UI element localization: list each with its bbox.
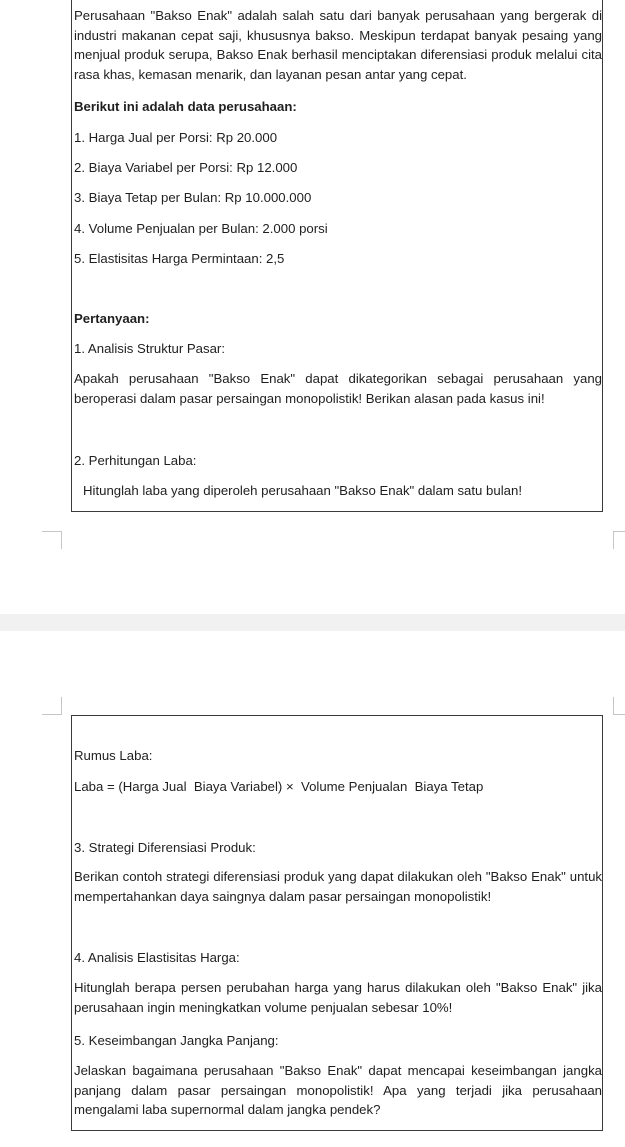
page-margin-corner-top-left [42,531,62,549]
question-1-title: 1. Analisis Struktur Pasar: [74,341,225,356]
question-3-body: Berikan contoh strategi diferensiasi produk yang dapat dilakukan oleh "Bakso Enak" untuk mempertahankan daya saingnya dalam pasar persaingan monopolistik! [74,869,602,904]
data-item-sales-volume: 4. Volume Penjualan per Bulan: 2.000 porsi [74,221,328,236]
data-item-price-elasticity: 5. Elastisitas Harga Permintaan: 2,5 [74,251,285,266]
question-4-title: 4. Analisis Elastisitas Harga: [74,950,240,965]
questions-heading: Pertanyaan: [74,311,150,326]
question-2-title: 2. Perhitungan Laba: [74,453,197,468]
profit-formula: Laba = (Harga Jual Biaya Variabel) × Volume Penjualan Biaya Tetap [74,779,484,794]
intro-paragraph: Perusahaan "Bakso Enak" adalah salah satu dari banyak perusahaan yang bergerak di industri makanan cepat saji, khususnya bakso. Meskipun terdapat banyak pesaing yang menjual produk serupa, Bakso Enak berhasil menciptakan diferensiasi produk melalui cita rasa khas, kemasan menarik, dan layanan pesan antar yang cepat. [74,8,602,82]
question-3-title: 3. Strategi Diferensiasi Produk: [74,840,256,855]
data-item-fixed-cost: 3. Biaya Tetap per Bulan: Rp 10.000.000 [74,190,312,205]
question-5-body: Jelaskan bagaimana perusahaan "Bakso Enak" dapat mencapai keseimbangan jangka panjang dalam pasar persaingan monopolistik! Apa yang terjadi jika perusahaan mengalami laba supernormal dalam jangka pendek? [74,1063,602,1117]
data-heading: Berikut ini adalah data perusahaan: [74,99,297,114]
questions-continued-box [71,715,603,1131]
question-1-body: Apakah perusahaan "Bakso Enak" dapat dikategorikan sebagai perusahaan yang beroperasi dalam pasar persaingan monopolistik! Berikan alasan pada kasus ini! [74,371,602,406]
page-margin-corner-bottom-right [613,697,625,715]
page-margin-corner-bottom-left [42,697,62,715]
data-item-selling-price: 1. Harga Jual per Porsi: Rp 20.000 [74,130,278,145]
formula-heading: Rumus Laba: [74,748,153,763]
question-2-body: Hitunglah laba yang diperoleh perusahaan "Bakso Enak" dalam satu bulan! [83,483,522,498]
page-break-gap [0,614,625,631]
data-item-variable-cost: 2. Biaya Variabel per Porsi: Rp 12.000 [74,160,298,175]
question-4-body: Hitunglah berapa persen perubahan harga yang harus dilakukan oleh "Bakso Enak" jika perusahaan ingin meningkatkan volume penjualan sebesar 10%! [74,980,602,1015]
question-5-title: 5. Keseimbangan Jangka Panjang: [74,1033,279,1048]
case-study-box [71,0,603,512]
page-margin-corner-top-right [613,531,625,549]
